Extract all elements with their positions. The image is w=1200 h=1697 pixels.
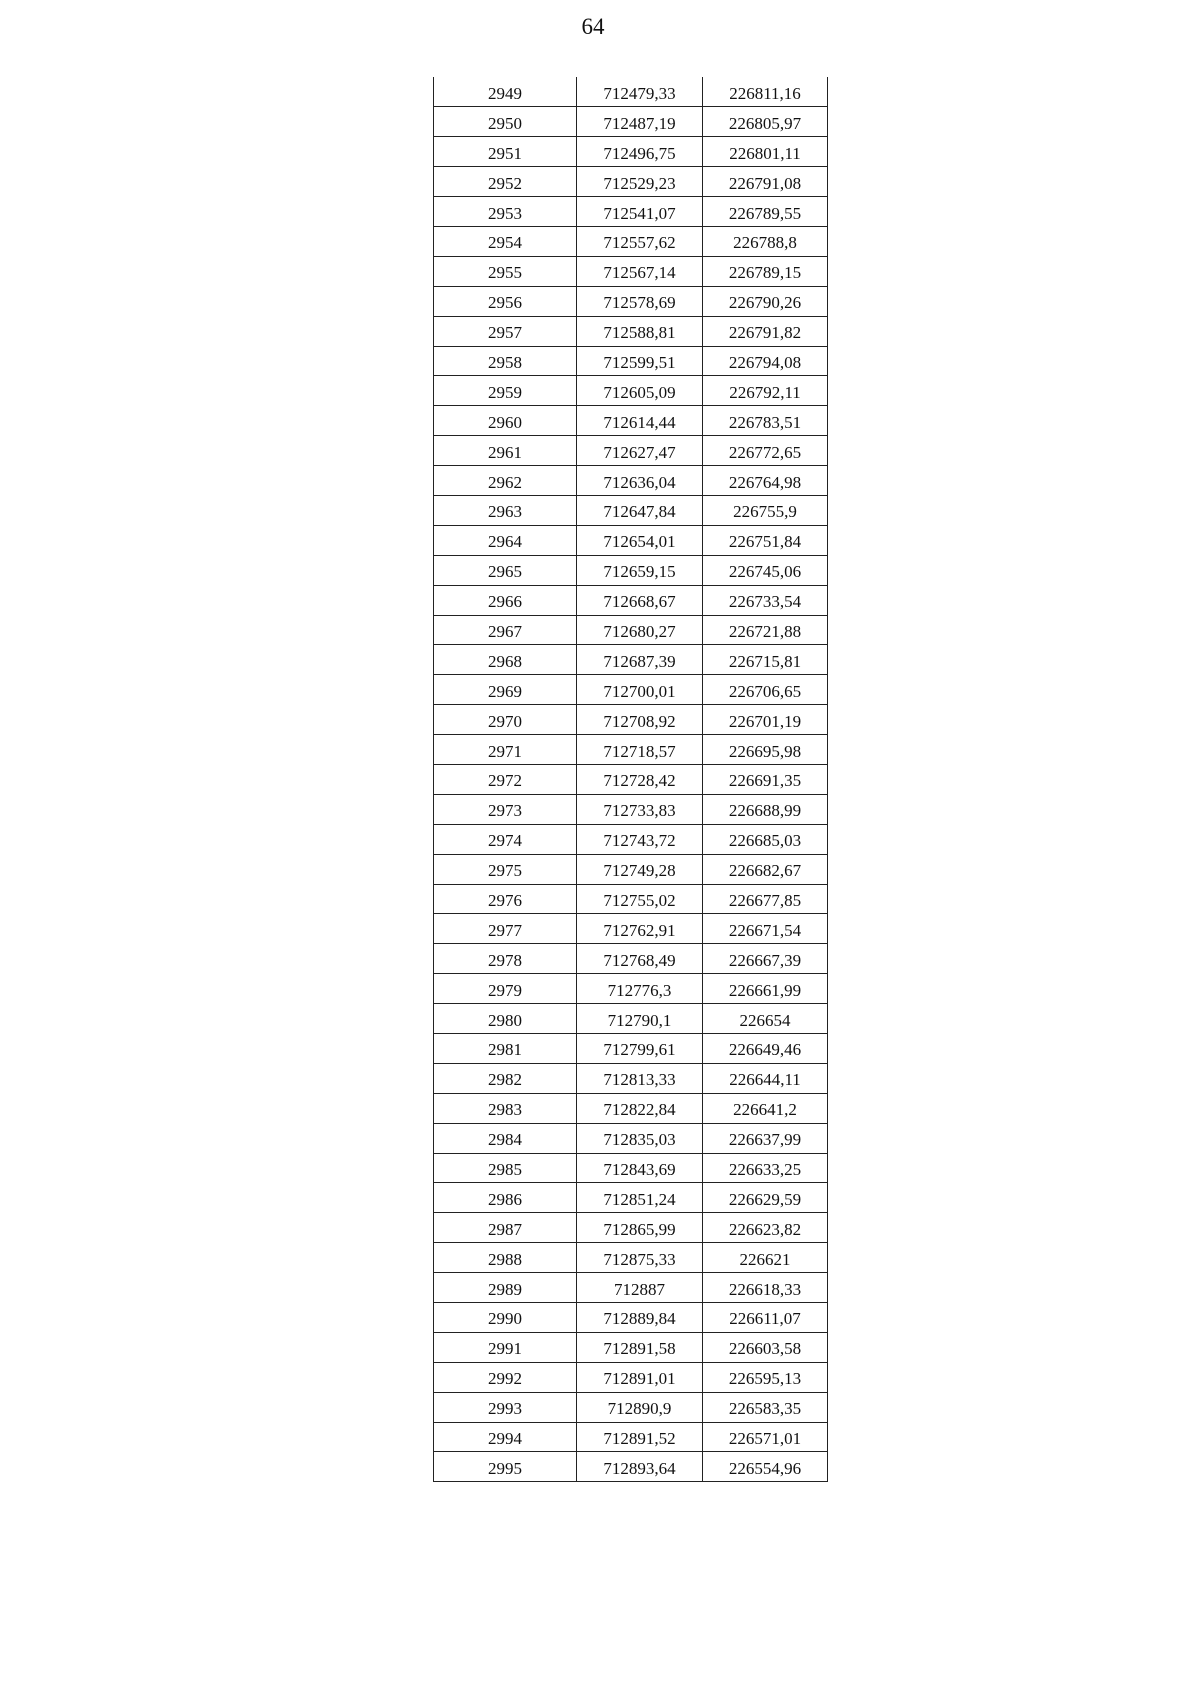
y-coordinate-cell: 226661,99: [703, 974, 828, 1004]
table-row: [434, 764, 828, 794]
point-number-cell: 2969: [434, 675, 577, 705]
point-number-cell: 2959: [434, 376, 577, 406]
table-row: [434, 137, 828, 167]
point-number-cell: 2963: [434, 495, 577, 525]
y-coordinate-cell: 226603,58: [703, 1332, 828, 1362]
y-coordinate-cell: 226733,54: [703, 585, 828, 615]
table-row: [434, 1004, 828, 1034]
x-coordinate-cell: 712680,27: [577, 615, 703, 645]
x-coordinate-cell: 712728,42: [577, 764, 703, 794]
point-number-cell: 2964: [434, 525, 577, 555]
y-coordinate-cell: 226623,82: [703, 1213, 828, 1243]
x-coordinate-cell: 712700,01: [577, 675, 703, 705]
x-coordinate-cell: 712889,84: [577, 1303, 703, 1333]
y-coordinate-cell: 226595,13: [703, 1362, 828, 1392]
y-coordinate-cell: 226791,82: [703, 316, 828, 346]
y-coordinate-cell: 226801,11: [703, 137, 828, 167]
table-row: [434, 1063, 828, 1093]
table-row: [434, 824, 828, 854]
table-row: [434, 406, 828, 436]
y-coordinate-cell: 226791,08: [703, 167, 828, 197]
table-row: [434, 1183, 828, 1213]
coordinates-table-body: [434, 77, 828, 1482]
table-row: [434, 1273, 828, 1303]
x-coordinate-cell: 712599,51: [577, 346, 703, 376]
point-number-cell: 2968: [434, 645, 577, 675]
point-number-cell: 2972: [434, 764, 577, 794]
point-number-cell: 2971: [434, 735, 577, 765]
y-coordinate-cell: 226554,96: [703, 1452, 828, 1482]
y-coordinate-cell: 226783,51: [703, 406, 828, 436]
table-row: [434, 675, 828, 705]
point-number-cell: 2984: [434, 1123, 577, 1153]
y-coordinate-cell: 226788,8: [703, 226, 828, 256]
y-coordinate-cell: 226685,03: [703, 824, 828, 854]
x-coordinate-cell: 712887: [577, 1273, 703, 1303]
x-coordinate-cell: 712668,67: [577, 585, 703, 615]
table-row: [434, 645, 828, 675]
table-row: [434, 525, 828, 555]
table-row: [434, 107, 828, 137]
x-coordinate-cell: 712687,39: [577, 645, 703, 675]
x-coordinate-cell: 712557,62: [577, 226, 703, 256]
point-number-cell: 2987: [434, 1213, 577, 1243]
point-number-cell: 2955: [434, 256, 577, 286]
x-coordinate-cell: 712733,83: [577, 794, 703, 824]
point-number-cell: 2952: [434, 167, 577, 197]
y-coordinate-cell: 226794,08: [703, 346, 828, 376]
x-coordinate-cell: 712487,19: [577, 107, 703, 137]
table-row: [434, 167, 828, 197]
y-coordinate-cell: 226805,97: [703, 107, 828, 137]
point-number-cell: 2992: [434, 1362, 577, 1392]
point-number-cell: 2975: [434, 854, 577, 884]
x-coordinate-cell: 712776,3: [577, 974, 703, 1004]
point-number-cell: 2973: [434, 794, 577, 824]
point-number-cell: 2989: [434, 1273, 577, 1303]
table-row: [434, 77, 828, 107]
y-coordinate-cell: 226629,59: [703, 1183, 828, 1213]
point-number-cell: 2981: [434, 1034, 577, 1064]
point-number-cell: 2974: [434, 824, 577, 854]
table-row: [434, 944, 828, 974]
x-coordinate-cell: 712891,52: [577, 1422, 703, 1452]
point-number-cell: 2993: [434, 1392, 577, 1422]
y-coordinate-cell: 226792,11: [703, 376, 828, 406]
point-number-cell: 2954: [434, 226, 577, 256]
point-number-cell: 2949: [434, 77, 577, 107]
x-coordinate-cell: 712755,02: [577, 884, 703, 914]
point-number-cell: 2985: [434, 1153, 577, 1183]
point-number-cell: 2958: [434, 346, 577, 376]
y-coordinate-cell: 226654: [703, 1004, 828, 1034]
point-number-cell: 2970: [434, 705, 577, 735]
point-number-cell: 2951: [434, 137, 577, 167]
y-coordinate-cell: 226571,01: [703, 1422, 828, 1452]
x-coordinate-cell: 712768,49: [577, 944, 703, 974]
point-number-cell: 2980: [434, 1004, 577, 1034]
table-row: [434, 884, 828, 914]
table-row: [434, 974, 828, 1004]
y-coordinate-cell: 226721,88: [703, 615, 828, 645]
y-coordinate-cell: 226691,35: [703, 764, 828, 794]
y-coordinate-cell: 226701,19: [703, 705, 828, 735]
point-number-cell: 2960: [434, 406, 577, 436]
point-number-cell: 2995: [434, 1452, 577, 1482]
x-coordinate-cell: 712614,44: [577, 406, 703, 436]
table-row: [434, 1093, 828, 1123]
x-coordinate-cell: 712659,15: [577, 555, 703, 585]
table-row: [434, 1392, 828, 1422]
table-row: [434, 1452, 828, 1482]
coordinates-table: [433, 77, 828, 1482]
x-coordinate-cell: 712479,33: [577, 77, 703, 107]
table-row: [434, 376, 828, 406]
y-coordinate-cell: 226790,26: [703, 286, 828, 316]
y-coordinate-cell: 226772,65: [703, 436, 828, 466]
point-number-cell: 2982: [434, 1063, 577, 1093]
x-coordinate-cell: 712636,04: [577, 466, 703, 496]
x-coordinate-cell: 712875,33: [577, 1243, 703, 1273]
y-coordinate-cell: 226667,39: [703, 944, 828, 974]
table-row: [434, 226, 828, 256]
y-coordinate-cell: 226611,07: [703, 1303, 828, 1333]
y-coordinate-cell: 226682,67: [703, 854, 828, 884]
y-coordinate-cell: 226644,11: [703, 1063, 828, 1093]
x-coordinate-cell: 712822,84: [577, 1093, 703, 1123]
y-coordinate-cell: 226621: [703, 1243, 828, 1273]
x-coordinate-cell: 712578,69: [577, 286, 703, 316]
table-row: [434, 555, 828, 585]
point-number-cell: 2950: [434, 107, 577, 137]
x-coordinate-cell: 712851,24: [577, 1183, 703, 1213]
y-coordinate-cell: 226695,98: [703, 735, 828, 765]
y-coordinate-cell: 226688,99: [703, 794, 828, 824]
point-number-cell: 2986: [434, 1183, 577, 1213]
table-row: [434, 197, 828, 227]
point-number-cell: 2977: [434, 914, 577, 944]
x-coordinate-cell: 712529,23: [577, 167, 703, 197]
x-coordinate-cell: 712890,9: [577, 1392, 703, 1422]
table-row: [434, 1153, 828, 1183]
table-row: [434, 466, 828, 496]
x-coordinate-cell: 712627,47: [577, 436, 703, 466]
point-number-cell: 2990: [434, 1303, 577, 1333]
point-number-cell: 2966: [434, 585, 577, 615]
y-coordinate-cell: 226745,06: [703, 555, 828, 585]
table-row: [434, 256, 828, 286]
point-number-cell: 2956: [434, 286, 577, 316]
table-row: [434, 1123, 828, 1153]
x-coordinate-cell: 712893,64: [577, 1452, 703, 1482]
x-coordinate-cell: 712654,01: [577, 525, 703, 555]
point-number-cell: 2961: [434, 436, 577, 466]
x-coordinate-cell: 712749,28: [577, 854, 703, 884]
table-row: [434, 316, 828, 346]
y-coordinate-cell: 226633,25: [703, 1153, 828, 1183]
point-number-cell: 2953: [434, 197, 577, 227]
x-coordinate-cell: 712718,57: [577, 735, 703, 765]
x-coordinate-cell: 712743,72: [577, 824, 703, 854]
y-coordinate-cell: 226637,99: [703, 1123, 828, 1153]
y-coordinate-cell: 226789,55: [703, 197, 828, 227]
point-number-cell: 2965: [434, 555, 577, 585]
table-row: [434, 735, 828, 765]
x-coordinate-cell: 712891,58: [577, 1332, 703, 1362]
y-coordinate-cell: 226811,16: [703, 77, 828, 107]
x-coordinate-cell: 712843,69: [577, 1153, 703, 1183]
x-coordinate-cell: 712891,01: [577, 1362, 703, 1392]
table-row: [434, 1303, 828, 1333]
point-number-cell: 2967: [434, 615, 577, 645]
point-number-cell: 2962: [434, 466, 577, 496]
table-row: [434, 1362, 828, 1392]
point-number-cell: 2991: [434, 1332, 577, 1362]
x-coordinate-cell: 712567,14: [577, 256, 703, 286]
x-coordinate-cell: 712835,03: [577, 1123, 703, 1153]
table-row: [434, 286, 828, 316]
y-coordinate-cell: 226618,33: [703, 1273, 828, 1303]
table-row: [434, 1332, 828, 1362]
point-number-cell: 2988: [434, 1243, 577, 1273]
table-row: [434, 854, 828, 884]
table-row: [434, 585, 828, 615]
table-row: [434, 346, 828, 376]
x-coordinate-cell: 712799,61: [577, 1034, 703, 1064]
y-coordinate-cell: 226677,85: [703, 884, 828, 914]
y-coordinate-cell: 226649,46: [703, 1034, 828, 1064]
table-row: [434, 495, 828, 525]
point-number-cell: 2994: [434, 1422, 577, 1452]
y-coordinate-cell: 226671,54: [703, 914, 828, 944]
table-row: [434, 794, 828, 824]
x-coordinate-cell: 712605,09: [577, 376, 703, 406]
point-number-cell: 2976: [434, 884, 577, 914]
table-row: [434, 1034, 828, 1064]
point-number-cell: 2978: [434, 944, 577, 974]
y-coordinate-cell: 226789,15: [703, 256, 828, 286]
table-row: [434, 615, 828, 645]
page-number: 64: [581, 14, 605, 39]
table-row: [434, 436, 828, 466]
table-row: [434, 1243, 828, 1273]
x-coordinate-cell: 712541,07: [577, 197, 703, 227]
table-row: [434, 705, 828, 735]
table-row: [434, 914, 828, 944]
y-coordinate-cell: 226706,65: [703, 675, 828, 705]
point-number-cell: 2979: [434, 974, 577, 1004]
x-coordinate-cell: 712496,75: [577, 137, 703, 167]
x-coordinate-cell: 712647,84: [577, 495, 703, 525]
table-row: [434, 1422, 828, 1452]
y-coordinate-cell: 226764,98: [703, 466, 828, 496]
x-coordinate-cell: 712813,33: [577, 1063, 703, 1093]
y-coordinate-cell: 226641,2: [703, 1093, 828, 1123]
x-coordinate-cell: 712790,1: [577, 1004, 703, 1034]
x-coordinate-cell: 712865,99: [577, 1213, 703, 1243]
point-number-cell: 2983: [434, 1093, 577, 1123]
y-coordinate-cell: 226755,9: [703, 495, 828, 525]
y-coordinate-cell: 226583,35: [703, 1392, 828, 1422]
point-number-cell: 2957: [434, 316, 577, 346]
x-coordinate-cell: 712708,92: [577, 705, 703, 735]
y-coordinate-cell: 226751,84: [703, 525, 828, 555]
x-coordinate-cell: 712762,91: [577, 914, 703, 944]
x-coordinate-cell: 712588,81: [577, 316, 703, 346]
y-coordinate-cell: 226715,81: [703, 645, 828, 675]
table-row: [434, 1213, 828, 1243]
